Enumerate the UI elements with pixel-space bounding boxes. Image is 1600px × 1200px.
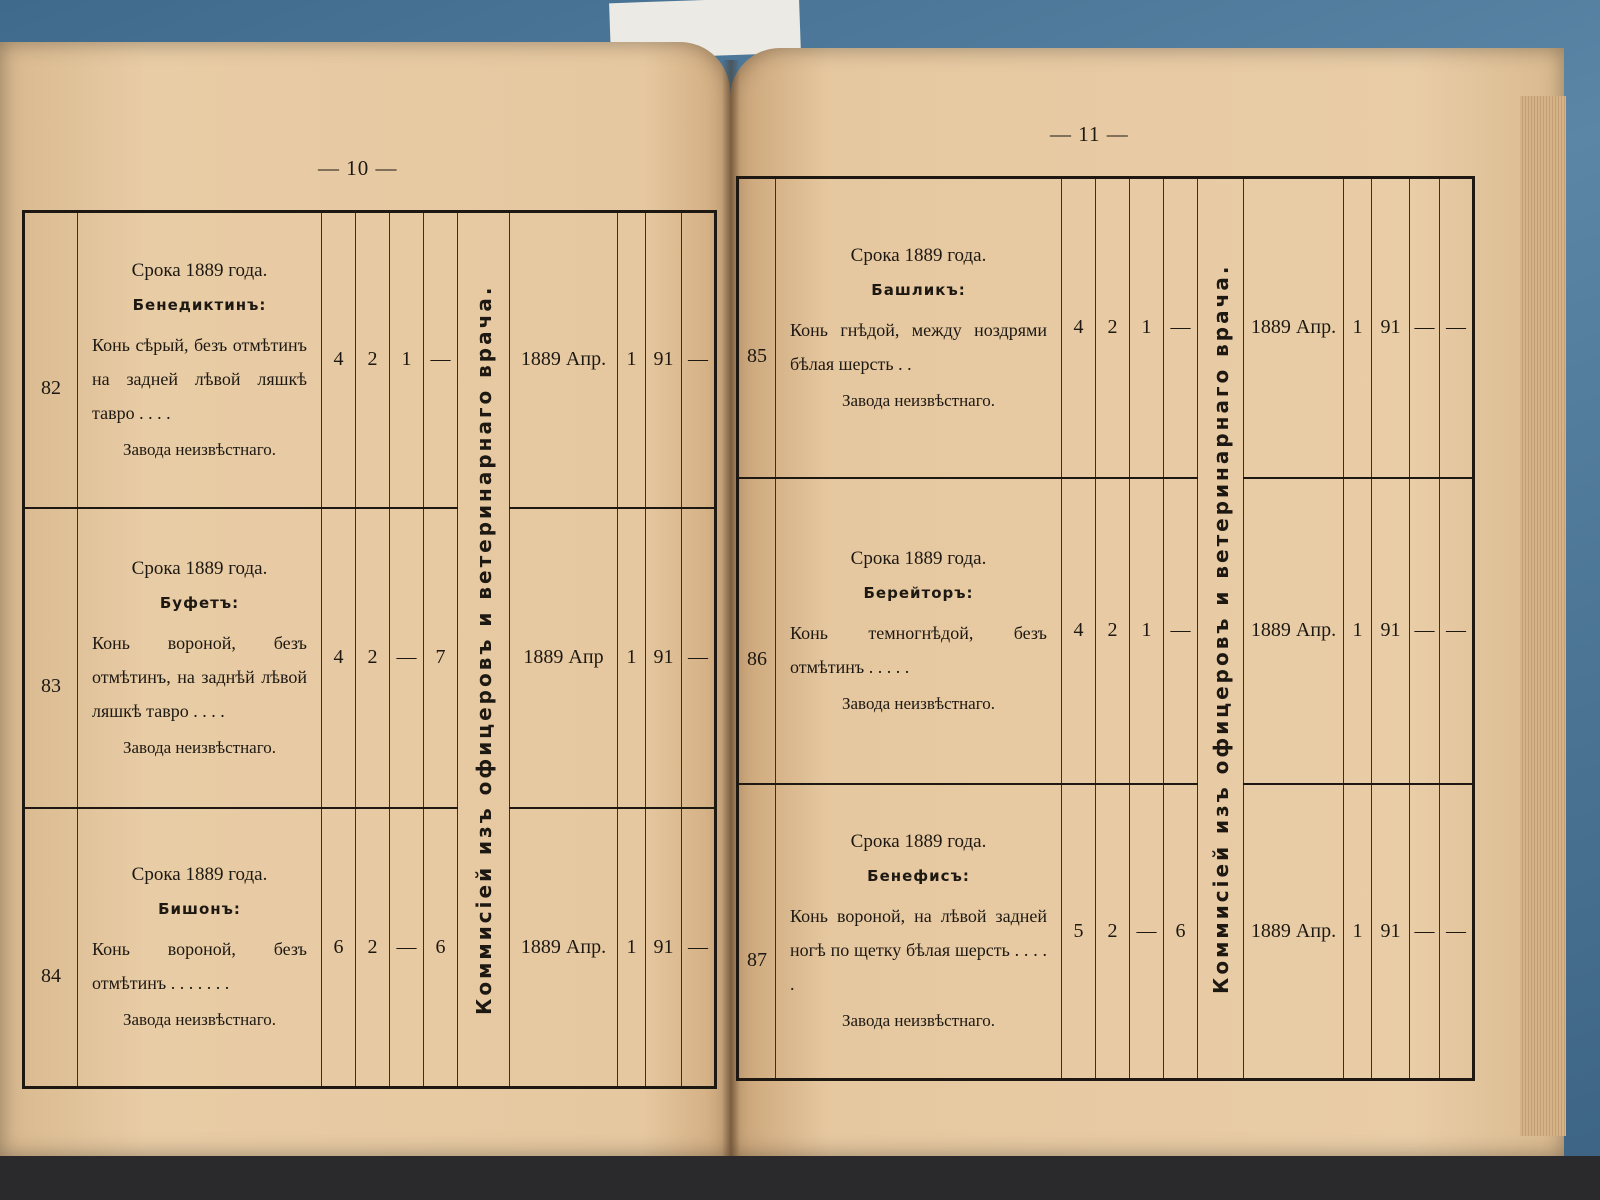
- horse-description: Конь вороной, безъ отмѣтинъ, на заднѣй лѣвой ляшкѣ тавро . . . .: [92, 632, 307, 721]
- horse-origin: Завода неизвѣстнаго.: [122, 737, 277, 757]
- horse-origin: Завода неизвѣстнаго.: [841, 390, 996, 410]
- entry-number: 83: [24, 508, 78, 808]
- value-cell: 6: [322, 808, 356, 1088]
- value-cell: 91: [1372, 478, 1410, 784]
- value-cell: 1: [618, 212, 646, 508]
- value-cell: —: [1164, 478, 1198, 784]
- value-cell: 4: [1062, 178, 1096, 478]
- value-cell: —: [1410, 784, 1440, 1080]
- horse-description: Конь темногнѣдой, безъ отмѣтинъ . . . . .: [790, 622, 1047, 677]
- date-cell: 1889 Апр.: [1244, 784, 1344, 1080]
- value-cell: 2: [1096, 784, 1130, 1080]
- entry-number: 85: [738, 178, 776, 478]
- value-cell: —: [1164, 178, 1198, 478]
- table-row: [738, 784, 1474, 1080]
- entry-description: [78, 508, 322, 808]
- value-cell: —: [1130, 784, 1164, 1080]
- value-cell: 1: [1130, 178, 1164, 478]
- entry-number: 84: [24, 808, 78, 1088]
- horse-description: Конь вороной, безъ отмѣтинъ . . . . . . .: [92, 939, 307, 994]
- value-cell: 91: [646, 508, 682, 808]
- value-cell: 1: [1130, 478, 1164, 784]
- value-cell: 2: [356, 508, 390, 808]
- value-cell: 91: [1372, 784, 1410, 1080]
- entry-description: [776, 178, 1062, 478]
- entry-description: [78, 808, 322, 1088]
- value-cell: —: [390, 508, 424, 808]
- horse-origin: Завода неизвѣстнаго.: [122, 1010, 277, 1030]
- entry-description: [776, 478, 1062, 784]
- entry-srok: Срока 1889 года.: [850, 244, 987, 266]
- value-cell: —: [390, 808, 424, 1088]
- table-surface: [0, 1156, 1600, 1200]
- horse-name: Бенедиктинъ:: [132, 295, 267, 314]
- value-cell: 7: [424, 508, 458, 808]
- value-cell: —: [1410, 178, 1440, 478]
- value-cell: —: [424, 212, 458, 508]
- left-page-number: — 10 —: [318, 156, 398, 180]
- entry-srok: Срока 1889 года.: [131, 259, 268, 281]
- table-row: [24, 212, 716, 508]
- value-cell: 4: [322, 212, 356, 508]
- date-cell: 1889 Апр: [510, 508, 618, 808]
- horse-description: Конь сѣрый, безъ отмѣтинъ на задней лѣвой ляшкѣ тавро . . . .: [92, 334, 307, 423]
- vertical-commission-note: Коммисiей изъ офицеровъ и ветеринарнаго врача.: [458, 212, 510, 1088]
- table-row: [24, 508, 716, 808]
- value-cell: —: [682, 212, 716, 508]
- entry-srok: Срока 1889 года.: [850, 831, 987, 853]
- value-cell: —: [1440, 784, 1474, 1080]
- value-cell: 91: [1372, 178, 1410, 478]
- horse-origin: Завода неизвѣстнаго.: [841, 1011, 996, 1031]
- value-cell: 1: [1344, 478, 1372, 784]
- value-cell: —: [1440, 478, 1474, 784]
- value-cell: —: [1440, 178, 1474, 478]
- table-row: [738, 178, 1474, 478]
- value-cell: 1: [1344, 178, 1372, 478]
- entry-number: 86: [738, 478, 776, 784]
- value-cell: 6: [424, 808, 458, 1088]
- date-cell: 1889 Апр.: [1244, 478, 1344, 784]
- entry-description: [78, 212, 322, 508]
- horse-name: Берейторъ:: [863, 583, 974, 602]
- value-cell: 1: [1344, 784, 1372, 1080]
- date-cell: 1889 Апр.: [510, 808, 618, 1088]
- right-ledger-table: [736, 176, 1475, 1081]
- horse-name: Бенефисъ:: [867, 867, 970, 886]
- date-cell: 1889 Апр.: [1244, 178, 1344, 478]
- entry-srok: Срока 1889 года.: [131, 557, 268, 579]
- horse-origin: Завода неизвѣстнаго.: [122, 439, 277, 459]
- value-cell: 91: [646, 212, 682, 508]
- right-page-number: — 11 —: [1050, 122, 1129, 146]
- value-cell: 2: [1096, 478, 1130, 784]
- table-row: [24, 808, 716, 1088]
- horse-origin: Завода неизвѣстнаго.: [841, 693, 996, 713]
- value-cell: 1: [390, 212, 424, 508]
- horse-description: Конь гнѣдой, между ноздрями бѣлая шерсть . .: [790, 319, 1047, 374]
- table-row: [738, 478, 1474, 784]
- value-cell: 91: [646, 808, 682, 1088]
- value-cell: 2: [356, 808, 390, 1088]
- entry-description: [776, 784, 1062, 1080]
- value-cell: 4: [1062, 478, 1096, 784]
- value-cell: 6: [1164, 784, 1198, 1080]
- value-cell: 4: [322, 508, 356, 808]
- horse-name: Бишонъ:: [158, 900, 241, 919]
- value-cell: —: [1410, 478, 1440, 784]
- value-cell: 5: [1062, 784, 1096, 1080]
- value-cell: —: [682, 508, 716, 808]
- date-cell: 1889 Апр.: [510, 212, 618, 508]
- horse-name: Башликъ:: [871, 280, 966, 299]
- entry-number: 82: [24, 212, 78, 508]
- value-cell: 1: [618, 508, 646, 808]
- value-cell: 2: [356, 212, 390, 508]
- vertical-commission-note: Коммисiей изъ офицеровъ и ветеринарнаго врача.: [1198, 178, 1244, 1080]
- entry-srok: Срока 1889 года.: [850, 547, 987, 569]
- entry-srok: Срока 1889 года.: [131, 864, 268, 886]
- value-cell: 2: [1096, 178, 1130, 478]
- value-cell: —: [682, 808, 716, 1088]
- entry-number: 87: [738, 784, 776, 1080]
- horse-description: Конь вороной, на лѣвой задней ногѣ по щетку бѣлая шерсть . . . . .: [790, 906, 1047, 995]
- left-ledger-table: [22, 210, 717, 1089]
- horse-name: Буфетъ:: [159, 593, 240, 612]
- page-edges: [1520, 96, 1566, 1136]
- value-cell: 1: [618, 808, 646, 1088]
